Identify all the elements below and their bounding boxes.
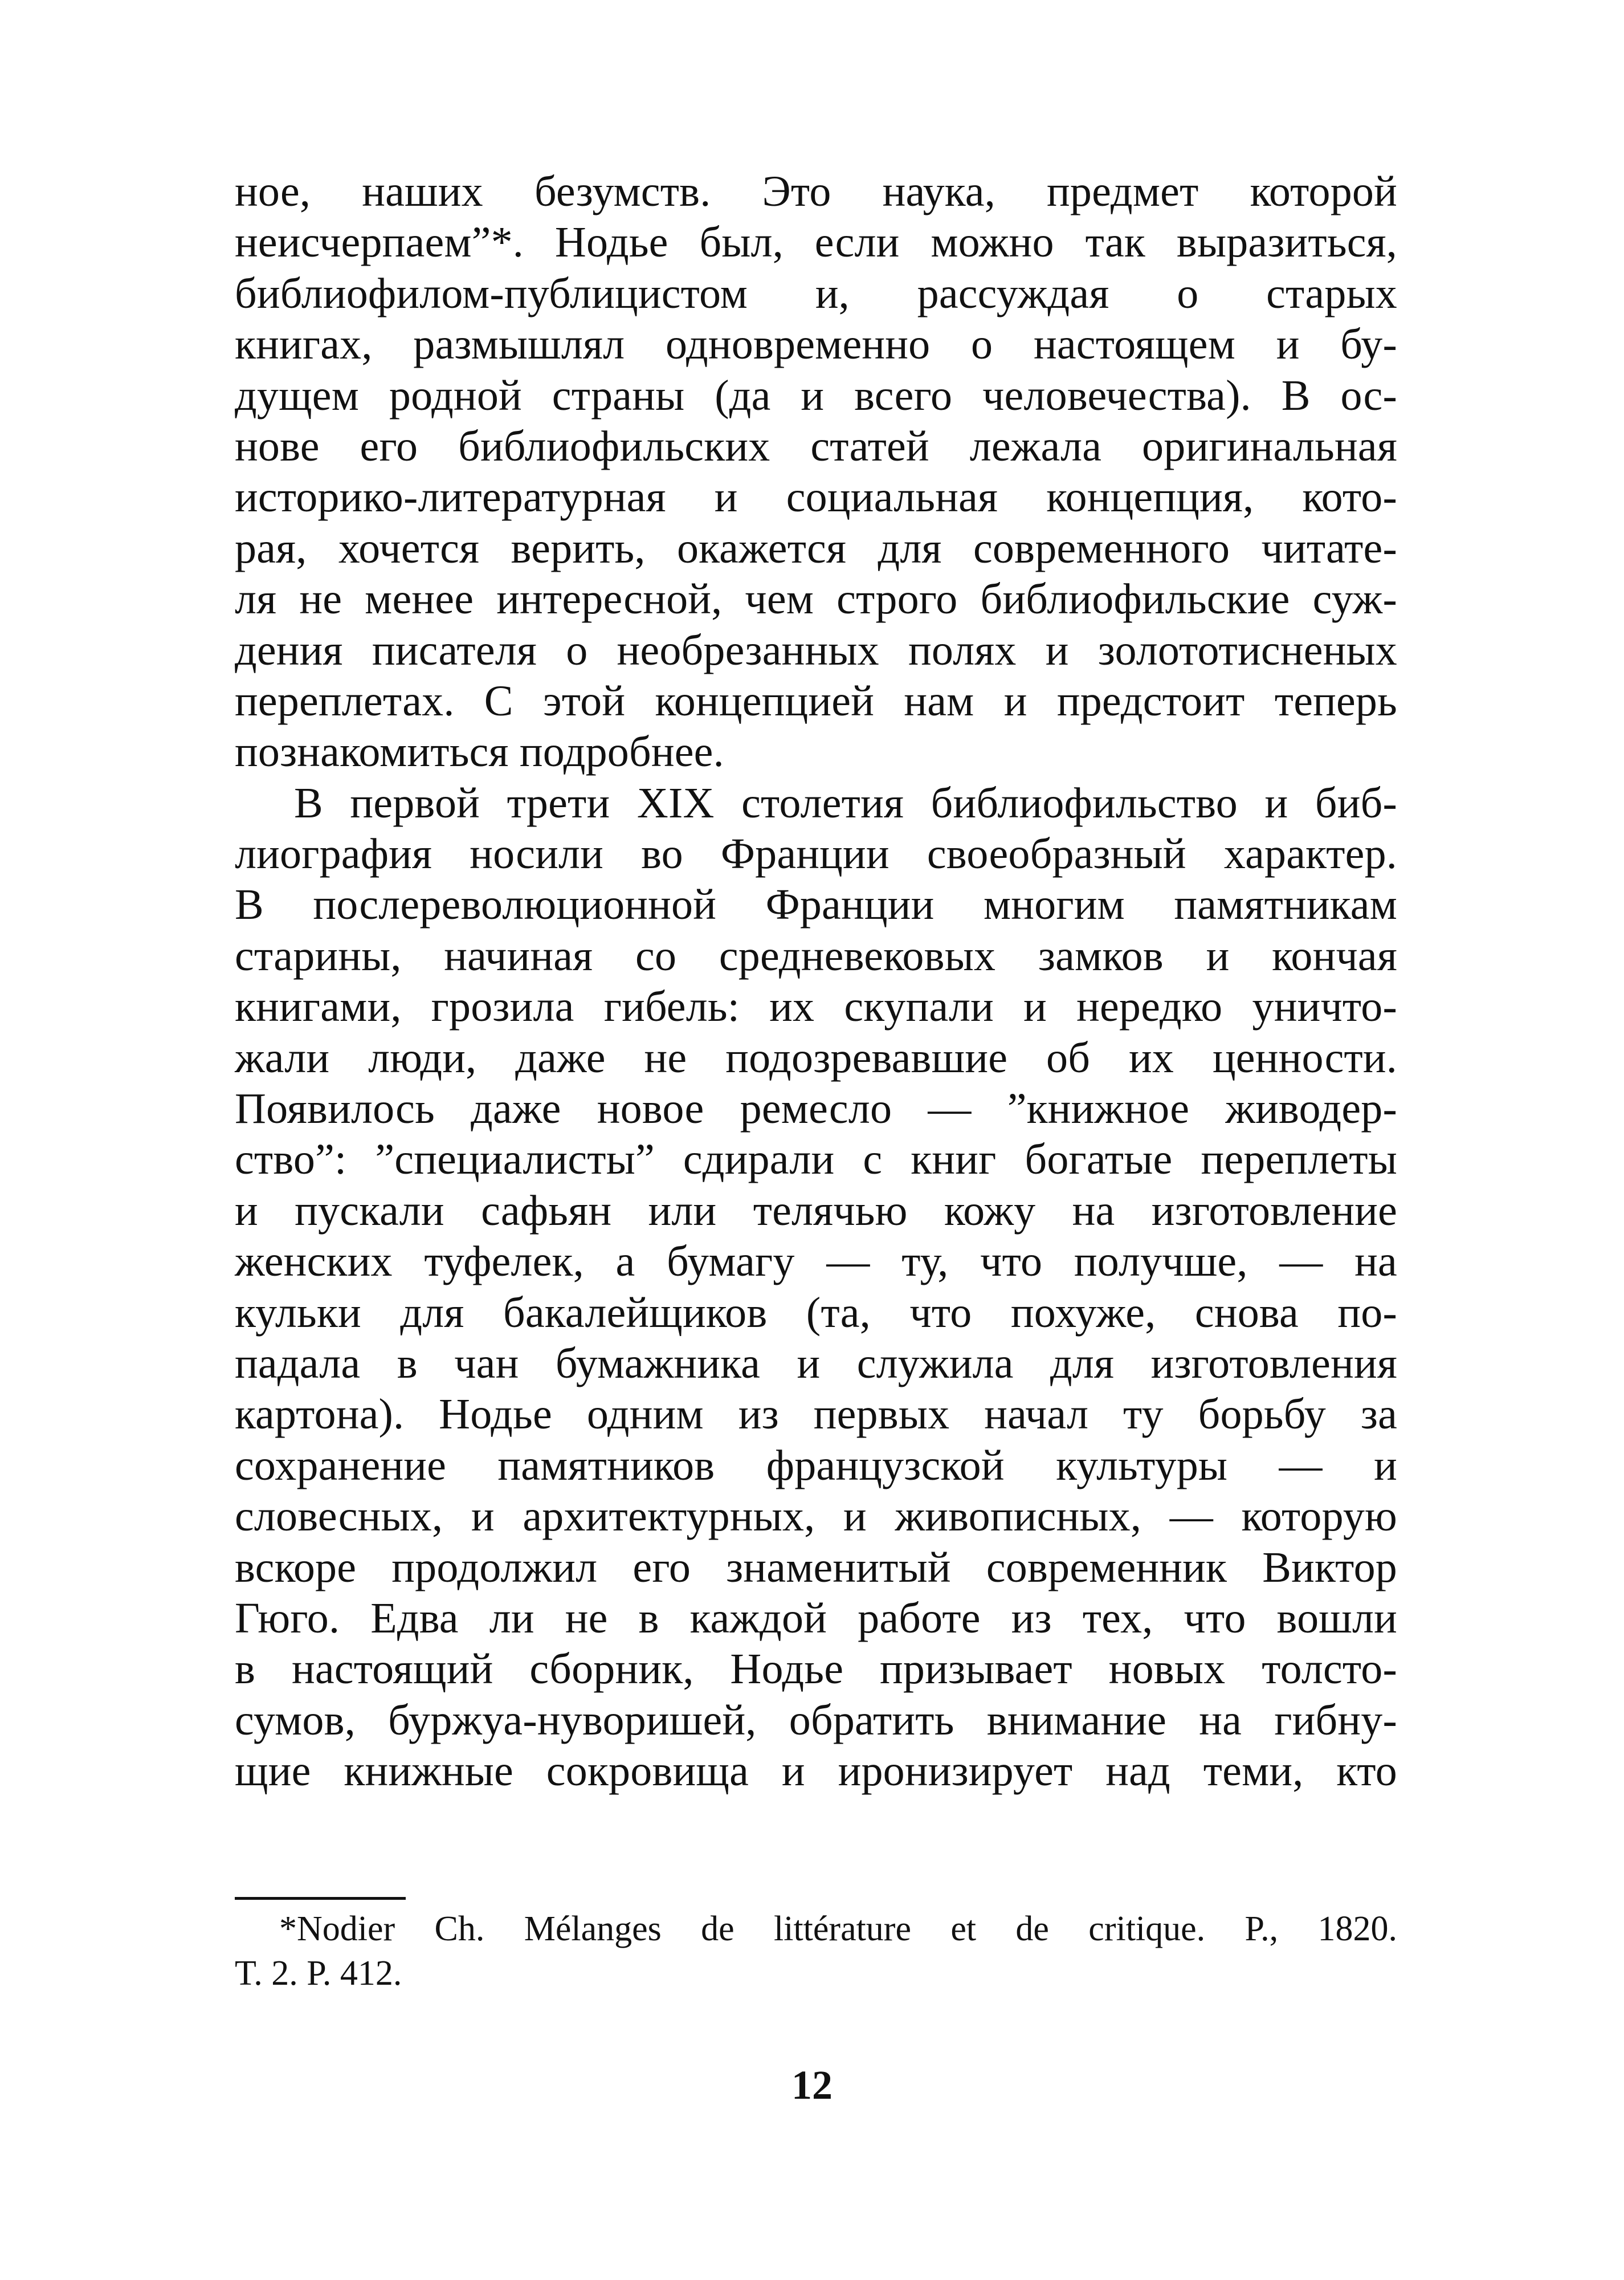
text-line: словесных, и архитектурных, и живописных, — которую (235, 1492, 1397, 1541)
text-line: вскоре продолжил его знаменитый современник Виктор (235, 1543, 1397, 1591)
text-line: переплетах. С этой концепцией нам и предстоит теперь (235, 677, 1397, 725)
text-line: В первой трети XIX столетия библиофильство и биб- (294, 779, 1397, 827)
text-line: картона). Нодье одним из первых начал ту борьбу за (235, 1390, 1397, 1439)
text-line: сохранение памятников французской культуры — и (235, 1441, 1397, 1489)
text-line: нове его библиофильских статей лежала оригинальная (235, 422, 1397, 470)
text-line: ля не менее интересной, чем строго библиофильские суж- (235, 575, 1397, 624)
footnote-line: T. 2. P. 412. (235, 1954, 402, 1993)
text-line: в настоящий сборник, Нодье призывает новых толсто- (235, 1645, 1397, 1693)
text-line: женских туфелек, а бумагу — ту, что получше, — на (235, 1237, 1397, 1286)
footnote (235, 1907, 1397, 1996)
text-line: ное, наших безумств. Это наука, предмет которой (235, 168, 1397, 215)
text-line: дущем родной страны (да и всего человечества). В ос- (235, 371, 1397, 420)
text-line: рая, хочется верить, окажется для современного читате- (235, 524, 1397, 572)
text-line: Появилось даже новое ремесло — ”книжное живодер- (235, 1085, 1397, 1133)
footnote-separator (235, 1897, 406, 1900)
text-line: В послереволюционной Франции многим памятникам (235, 881, 1397, 929)
text-line: Гюго. Едва ли не в каждой работе из тех, что вошли (235, 1594, 1397, 1642)
text-line: лиография носили во Франции своеобразный характер. (235, 830, 1397, 878)
text-line: книгами, грозила гибель: их скупали и нередко уничто- (235, 983, 1397, 1031)
text-line: библиофилом-публицистом и, рассуждая о старых (235, 269, 1397, 317)
text-line: дения писателя о необрезанных полях и золототисненых (235, 626, 1397, 674)
text-line: щие книжные сокровища и иронизирует над теми, кто (235, 1747, 1397, 1795)
text-line: познакомиться подробнее. (235, 728, 724, 776)
text-line: жали люди, даже не подозревавшие об их ценности. (235, 1033, 1397, 1082)
text-line: старины, начиная со средневековых замков и кончая (235, 931, 1397, 980)
text-line: и пускали сафьян или телячью кожу на изготовление (235, 1186, 1397, 1235)
text-line: ство”: ”специалисты” сдирали с книг богатые переплеты (235, 1135, 1397, 1184)
footnote-line: *Nodier Ch. Mélanges de littérature et de critique. P., 1820. (279, 1909, 1397, 1948)
text-line: книгах, размышлял одновременно о настоящем и бу- (235, 320, 1397, 369)
text-line: неисчерпаем”*. Нодье был, если можно так выразиться, (235, 218, 1397, 267)
text-line: историко-литературная и социальная концепция, кото- (235, 473, 1397, 522)
text-line: кульки для бакалейщиков (та, что похуже, снова по- (235, 1288, 1397, 1337)
text-line: падала в чан бумажника и служила для изготовления (235, 1339, 1397, 1387)
body-text (235, 166, 1397, 1797)
text-line: сумов, буржуа-нуворишей, обратить внимание на гибну- (235, 1696, 1397, 1744)
page-number: 12 (791, 2062, 833, 2108)
